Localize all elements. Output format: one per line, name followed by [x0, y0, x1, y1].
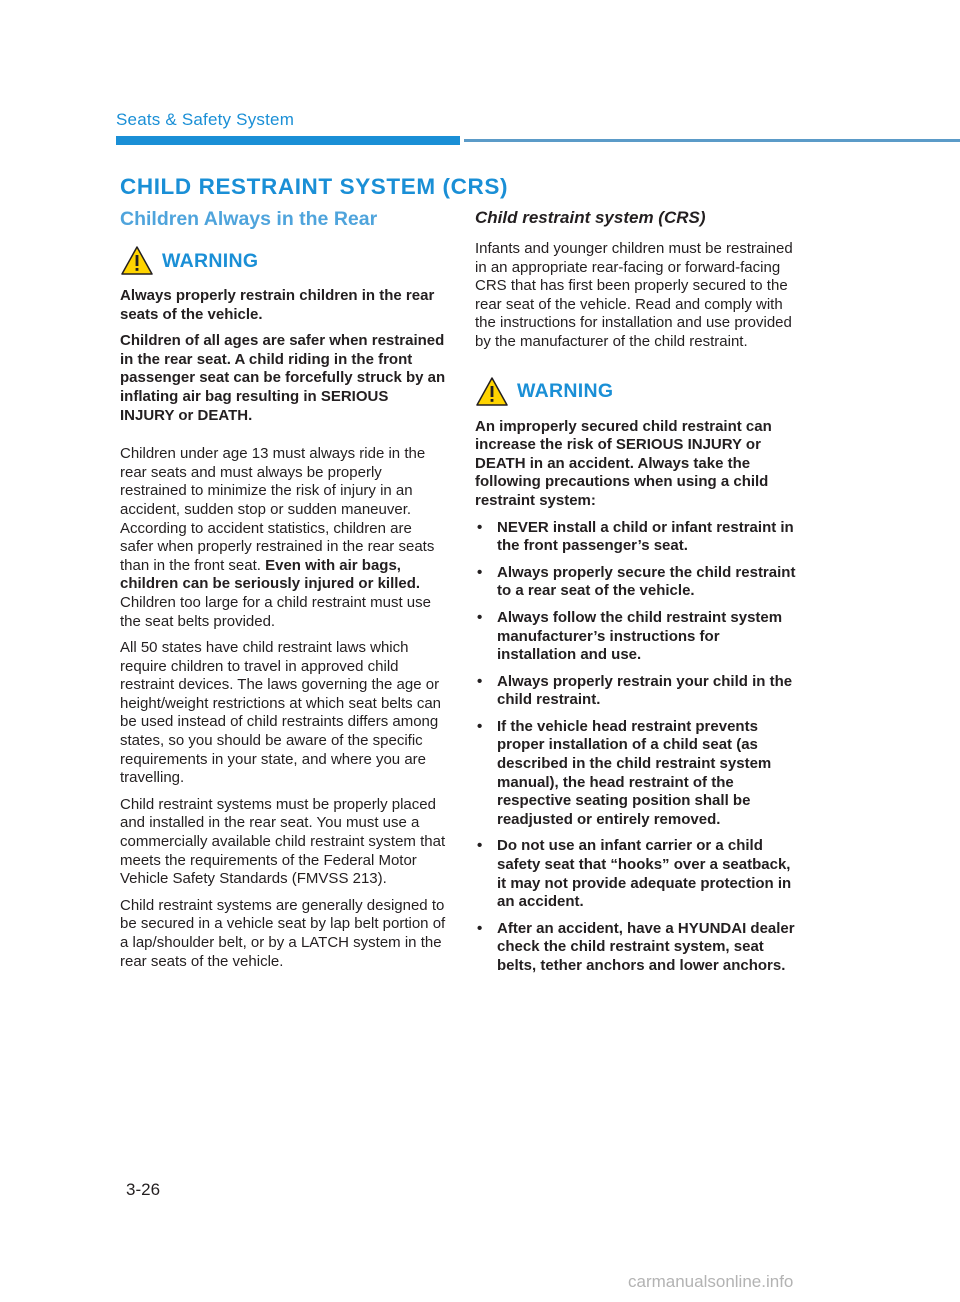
- body-paragraph: All 50 states have child restraint laws which require children to travel in approved child restraint devices. The laws governing the age or height/weight restrictions at which seat belts can be used instead of child restraints differs among states, so you should be aware of the specific requirements in your state, and where you are travelling.: [120, 639, 441, 787]
- list-item: • If the vehicle head restraint prevents proper installation of a child seat (as described in the child restraint system manual), the head restraint of the respective seating position shall be readjusted or entirely removed.: [475, 718, 801, 830]
- body-emphasis: Even with air bags, children can be seriously injured or killed.: [120, 556, 421, 593]
- warning-header: [475, 376, 801, 408]
- warning-label: WARNING: [517, 380, 614, 403]
- warning-text: Always properly restrain children in the rear seats of the vehicle.: [120, 287, 435, 323]
- right-subtitle: Child restraint system (CRS): [475, 208, 706, 227]
- page-number: 3-26: [126, 1180, 161, 1199]
- warning-bullets: [475, 519, 801, 976]
- body-paragraph: Child restraint systems are generally designed to be secured in a vehicle seat by lap belt portion of a lap/shoulder belt, or by a LATCH system in the rear seats of the vehicle.: [120, 896, 446, 970]
- warning-header: [120, 245, 446, 277]
- header-rule-thin: [464, 139, 960, 142]
- list-item: • Always follow the child restraint system manufacturer’s instructions for installation and use.: [475, 609, 801, 665]
- body-paragraph: Infants and younger children must be restrained in an appropriate rear-facing or forward-facing CRS that has first been properly secured to the rear seat of the vehicle. Read and comply with the instructions for installation and use provided by the manufacturer of the child restraint.: [475, 240, 793, 350]
- left-column: [120, 206, 446, 979]
- list-item: • Do not use an infant carrier or a child safety seat that “hooks” over a seatback, it may not provide adequate protection in an accident.: [475, 837, 801, 911]
- list-item: • Always properly secure the child restraint to a rear seat of the vehicle.: [475, 564, 801, 601]
- body-paragraph: Child restraint systems must be properly placed and installed in the rear seat. You must use a commercially available child restraint system that meets the requirements of the Federal Motor Vehicle Safety Standards (FMVSS 213).: [120, 795, 446, 888]
- header-rule-thick: [116, 136, 460, 145]
- right-column: [475, 206, 801, 984]
- list-item: • After an accident, have a HYUNDAI dealer check the child restraint system, seat belts, tether anchors and lower anchors.: [475, 920, 801, 976]
- list-item: • Always properly restrain your child in the child restraint.: [475, 673, 801, 710]
- section-label: Seats & Safety System: [116, 110, 295, 129]
- spacer: [120, 433, 446, 445]
- spacer: [475, 360, 801, 376]
- list-item: • NEVER install a child or infant restraint in the front passenger’s seat.: [475, 519, 801, 556]
- body-text: Children under age 13 must always ride in the rear seats and must always be properly restrained to minimize the risk of injury in an accident, sudden stop or sudden maneuver. According to accident statistics, children are safer when properly restrained in the rear seats than in the front seat.: [120, 445, 435, 574]
- warning-triangle-icon: [120, 245, 154, 277]
- warning-text: Children of all ages are safer when restrained in the rear seat. A child riding in the front passenger seat can be forcefully struck by an inflating air bag resulting in SERIOUS INJURY or DEATH.: [120, 332, 446, 424]
- watermark: carmanualsonline.info: [628, 1272, 794, 1291]
- page-title: CHILD RESTRAINT SYSTEM (CRS): [120, 174, 509, 199]
- left-subtitle: Children Always in the Rear: [120, 208, 378, 230]
- body-text: Children too large for a child restraint must use the seat belts provided.: [120, 593, 431, 630]
- body-paragraph: [120, 445, 446, 631]
- warning-label: WARNING: [162, 249, 259, 272]
- warning-text: An improperly secured child restraint can increase the risk of SERIOUS INJURY or DEATH in an accident. Always take the following precautions when using a child restraint system:: [475, 417, 772, 509]
- warning-triangle-icon: [475, 376, 509, 408]
